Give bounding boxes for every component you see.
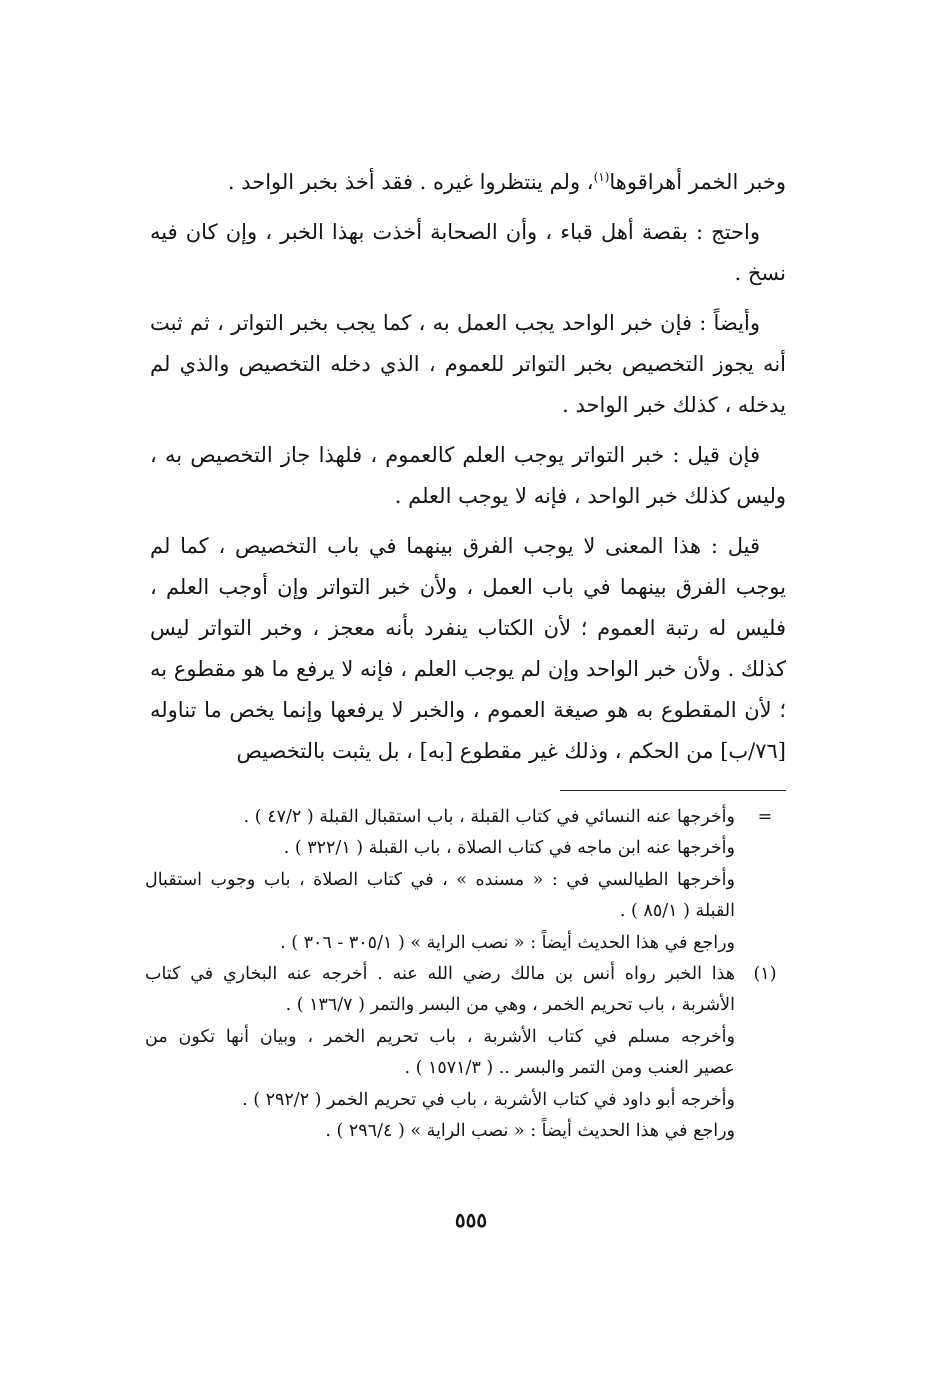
footnote-separator [560, 790, 786, 791]
footnote-line: وراجع في هذا الحديث أيضاً : « نصب الراية » ( ٣٠٥/١ - ٣٠٦ ) . [280, 932, 735, 953]
footnote-line: الأشربة ، باب تحريم الخمر ، وهي من البسر والتمر ( ١٣٦/٧ ) . [285, 995, 735, 1016]
paragraph-2: واحتج : بقصة أهل قباء ، وأن الصحابة أخذت بهذا الخبر ، وإن كان فيه نسخ . [150, 220, 786, 285]
footnote-line: القبلة ( ٨٥/١ ) . [619, 901, 735, 922]
footnote-ref-1[interactable]: (١) [593, 170, 610, 184]
footnote-line: وأخرجها الطيالسي في : « مسنده » ، في كتاب الصلاة ، باب وجوب استقبال [145, 869, 735, 890]
footnote-line: وراجع في هذا الحديث أيضاً : « نصب الراية » ( ٢٩٦/٤ ) . [325, 1121, 735, 1142]
footnote-line: هذا الخبر رواه أنس بن مالك رضي الله عنه . أخرجه عنه البخاري في كتاب [145, 964, 735, 985]
footnotes [145, 802, 787, 1147]
paragraph-4: فإن قيل : خبر التواتر يوجب العلم كالعموم ، فلهذا جاز التخصيص به ، وليس كذلك خبر الواحد ، فإنه لا يوجب العلم . [150, 443, 786, 508]
footnote-line: وأخرجها عنه ابن ماجه في كتاب الصلاة ، باب القبلة ( ٣٢٢/١ ) . [283, 838, 735, 859]
footnote-1-marker: (١) [753, 964, 777, 985]
page-number: ٥٥٥ [454, 1208, 488, 1232]
paragraph-1: وخبر الخمر أهراقوها$^{(١)}$، ولم ينتظروا غيره . فقد أخذ بخبر الواحد . [227, 170, 786, 194]
paragraph-5: قيل : هذا المعنى لا يوجب الفرق بينهما في باب التخصيص ، كما لم يوجب الفرق بينهما في باب العمل ، ولأن خبر التواتر وإن أوجب العلم ، فليس له رتبة العموم ؛ لأن الكتاب ينفرد بأنه معجز ، وخبر التواتر ليس كذلك . ولأن خبر الواحد وإن لم يوجب العلم ، فإنه لا يرفع ما هو مقطوع به ؛ لأن المقطوع به هو صيغة العموم ، والخبر لا يرفعها وإنما يخص ما تناوله [٧٦/ب] من الحكم ، وذلك غير مقطوع [به] ، بل يثبت بالتخصيص [150, 534, 786, 763]
continuation-marker: = [757, 807, 773, 827]
footnote-1 [145, 959, 787, 1147]
main-text [150, 162, 786, 772]
footnote-line: وأخرجها عنه النسائي في كتاب القبلة ، باب استقبال القبلة ( ٤٧/٢ ) . [243, 807, 735, 827]
footnote-line: عصير العنب ومن التمر والبسر .. ( ١٥٧١/٣ ) . [404, 1058, 735, 1079]
footnote-line: وأخرجه أبو داود في كتاب الأشربة ، باب في تحريم الخمر ( ٢٩٢/٢ ) . [242, 1089, 735, 1110]
footnote-continuation [145, 802, 787, 959]
footnote-line: وأخرجه مسلم في كتاب الأشربة ، باب تحريم الخمر ، وبيان أنها تكون من [145, 1026, 735, 1047]
paragraph-3: وأيضاً : فإن خبر الواحد يجب العمل به ، كما يجب بخبر التواتر ، ثم ثبت أنه يجوز التخصيص بخبر التواتر للعموم ، الذي دخله التخصيص والذي لم يدخله ، كذلك خبر الواحد . [150, 311, 786, 417]
